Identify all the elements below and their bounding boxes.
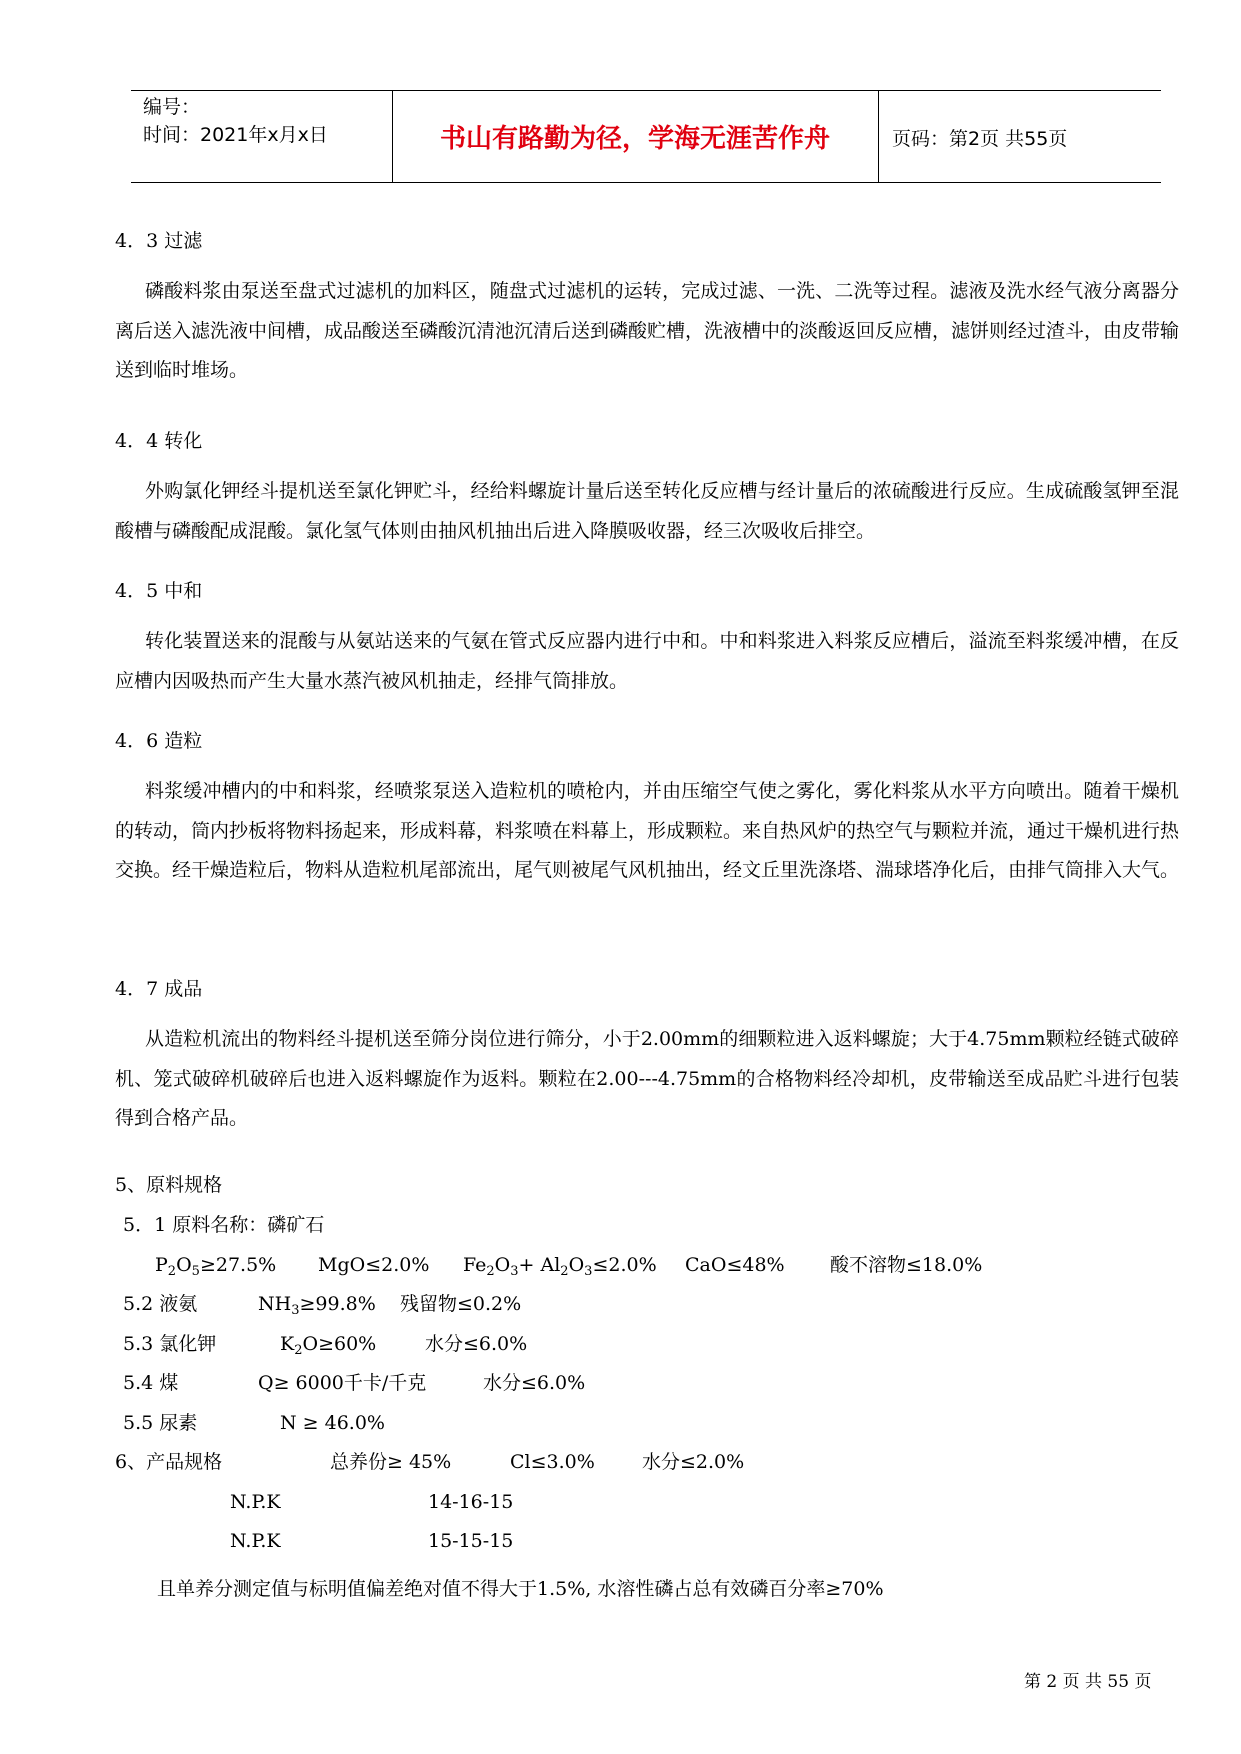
raw-material-5-2-label: 5.2 液氨 [123, 1293, 198, 1315]
npk-label-1: N.P.K [230, 1491, 281, 1513]
spec-kcl-water: 水分≤6.0% [425, 1333, 528, 1355]
raw-material-5-4-label: 5.4 煤 [123, 1372, 179, 1394]
section-title-4-4: 4．4 转化 [115, 430, 203, 452]
section-body-4-4: 外购氯化钾经斗提机送至氯化钾贮斗，经给料螺旋计量后送至转化反应槽与经计量后的浓硫酸进行反应。生成硫酸氢钾至混酸槽与磷酸配成混酸。氯化氢气体则由抽风机抽出后进入降膜吸收器，经三次吸收后排空。 [115, 480, 1179, 542]
product-note: 且单养分测定值与标明值偏差绝对值不得大于1.5%, 水溶性磷占总有效磷百分率≥70% [157, 1578, 884, 1600]
spec-urea-n: N ≥ 46.0% [280, 1412, 385, 1434]
header-time-label: 时间：2021年x月x日 [143, 124, 328, 146]
spec-fe-al: $Fe_2O_3+ Al_2O_3\le 2.0\%$ [463, 1254, 657, 1279]
section-body-4-5: 转化装置送来的混酸与从氨站送来的气氨在管式反应器内进行中和。中和料浆进入料浆反应槽后，溢流至料浆缓冲槽，在反应槽内因吸热而产生大量水蒸汽被风机抽走，经排气筒排放。 [115, 630, 1179, 692]
spec-coal-water: 水分≤6.0% [483, 1372, 586, 1394]
section-title-4-3: 4．3 过滤 [115, 230, 203, 252]
product-nutrients: 总养份≥ 45% [330, 1451, 452, 1473]
raw-materials-title: 5、原料规格 [115, 1174, 223, 1196]
spec-nh3-value: ≥99.8% [299, 1293, 376, 1315]
header-number-label: 编号： [143, 96, 201, 118]
section-title-4-6: 4．6 造粒 [115, 730, 203, 752]
header-page-label: 页码：第2页 共55页 [892, 128, 1068, 150]
spec-insoluble: 酸不溶物≤18.0% [830, 1254, 983, 1276]
raw-material-5-5-label: 5.5 尿素 [123, 1412, 198, 1434]
spec-p2o5: $P_2O_5\ge 27.5\%$ [155, 1254, 277, 1279]
raw-material-5-1-title: 5．1 原料名称：磷矿石 [123, 1214, 325, 1236]
spec-fe-al-value: ≤2.0% [592, 1254, 657, 1276]
spec-nh3: $NH_3\ge 99.8\%$ [258, 1293, 376, 1318]
spec-cao: CaO≤48% [685, 1254, 785, 1276]
section-body-4-6: 料浆缓冲槽内的中和料浆，经喷浆泵送入造粒机的喷枪内，并由压缩空气使之雾化，雾化料浆从水平方向喷出。随着干燥机的转动，筒内抄板将物料扬起来，形成料幕，料浆喷在料幕上，形成颗粒。来自热风炉的热空气与颗粒并流，通过干燥机进行热交换。经干燥造粒后，物料从造粒机尾部流出，尾气则被尾气风机抽出，经文丘里洗涤塔、湍球塔净化后，由排气筒排入大气。 [115, 780, 1180, 881]
spec-k2o-value: ≥60% [318, 1333, 377, 1355]
npk-value-1: 14-16-15 [428, 1491, 514, 1513]
npk-label-2: N.P.K [230, 1530, 281, 1552]
npk-value-2: 15-15-15 [428, 1530, 514, 1552]
spec-mgo: MgO≤2.0% [318, 1254, 430, 1276]
spec-p2o5-value: ≥27.5% [199, 1254, 277, 1276]
product-cl: Cl≤3.0% [510, 1451, 595, 1473]
section-title-4-7: 4．7 成品 [115, 978, 203, 1000]
header-bottom-rule [131, 182, 1161, 183]
product-title: 6、产品规格 [115, 1451, 223, 1473]
spec-residue: 残留物≤0.2% [400, 1293, 522, 1315]
page-footer: 第 2 页 共 55 页 [1024, 1672, 1152, 1692]
raw-material-5-3-label: 5.3 氯化钾 [123, 1333, 217, 1355]
spec-coal-q: Q≥ 6000千卡/千克 [258, 1372, 427, 1394]
section-body-4-7: 从造粒机流出的物料经斗提机送至筛分岗位进行筛分，小于2.00mm的细颗粒进入返料螺旋；大于4.75mm颗粒经链式破碎机、笼式破碎机破碎后也进入返料螺旋作为返料。颗粒在2.00---4.75mm的合格物料经冷却机，皮带输送至成品贮斗进行包装得到合格产品。 [115, 1028, 1179, 1129]
product-water: 水分≤2.0% [642, 1451, 745, 1473]
header-divider-right [878, 91, 879, 182]
section-body-4-3: 磷酸料浆由泵送至盘式过滤机的加料区，随盘式过滤机的运转，完成过滤、一洗、二洗等过程。滤液及洗水经气液分离器分离后送入滤洗液中间槽，成品酸送至磷酸沉清池沉清后送到磷酸贮槽，洗液槽中的淡酸返回反应槽，滤饼则经过渣斗，由皮带输送到临时堆场。 [115, 280, 1180, 381]
spec-k2o: $K_2O\ge 60\%$ [280, 1333, 377, 1358]
header-top-rule [131, 90, 1161, 91]
header-motto: 书山有路勤为径，学海无涯苦作舟 [439, 124, 830, 154]
section-title-4-5: 4．5 中和 [115, 580, 203, 602]
